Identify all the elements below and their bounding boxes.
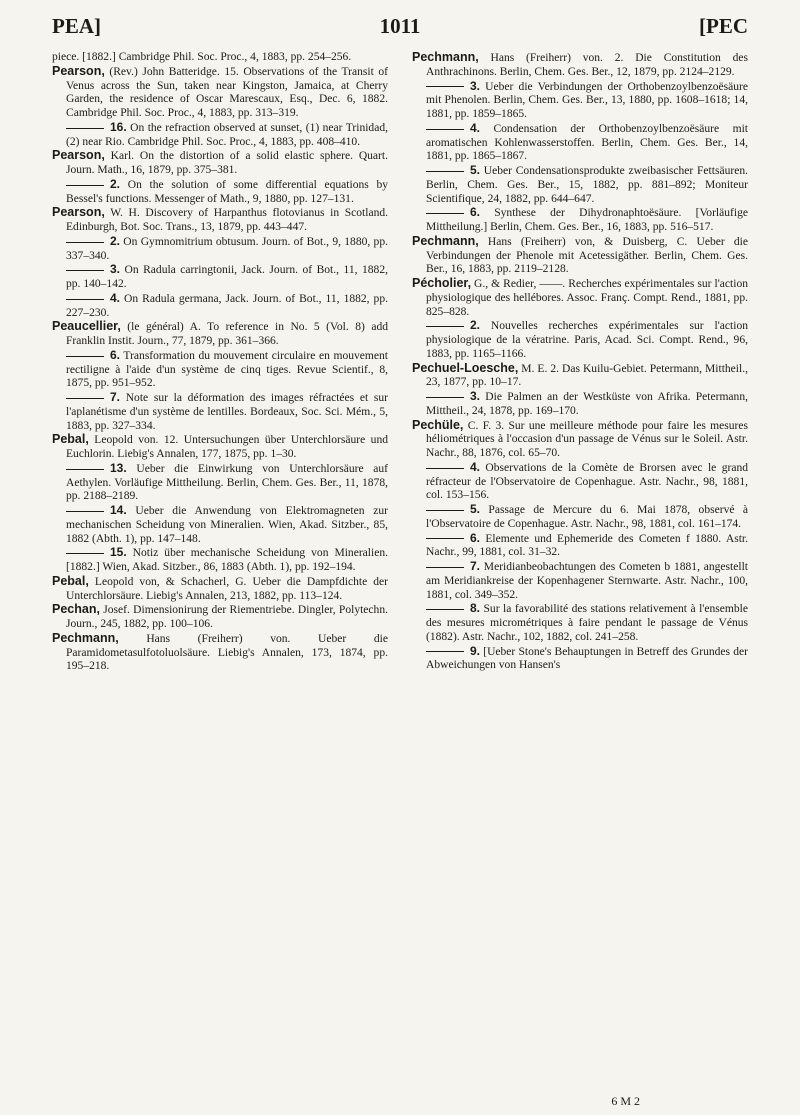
entry-text: Transformation du mouvement circulaire en mouvement rectiligne à l'aide d'un système de cinq tiges. Revue Scientif., 8, 1875, pp. 951–952. xyxy=(66,349,388,390)
author-name: Pearson, xyxy=(52,148,105,163)
entry-text: Sur la favorabilité des stations relativement à l'ensemble des mesures micrométriques à faire pendant le passage de Vénus (1882). Astr. Nachr., 102, 1882, col. 241–258. xyxy=(426,603,748,643)
sub-entry xyxy=(412,645,748,674)
author-entry xyxy=(52,65,388,121)
sub-entry xyxy=(412,80,748,122)
ditto-dash xyxy=(426,468,464,469)
entry-text: Karl. On the distortion of a solid elastic sphere. Quart. Journ. Math., 16, 1879, pp. 375–381. xyxy=(66,150,388,176)
ditto-dash xyxy=(426,213,464,214)
entry-number: 4. xyxy=(110,290,121,305)
sub-entry xyxy=(52,504,388,546)
entry-number: 6. xyxy=(470,205,481,220)
ditto-dash xyxy=(66,511,104,512)
sub-entry xyxy=(412,390,748,419)
entry-number: 5. xyxy=(470,163,481,177)
ditto-dash xyxy=(66,185,104,186)
entry-text: Elemente und Ephemeride des Cometen f 1880. Astr. Nachr., 99, 1881, col. 31–32. xyxy=(426,532,748,559)
entry-text: On the refraction observed at sunset, (1) near Trinidad, (2) near Rio. Cambridge Phil. Soc. Proc., 4, 1883, pp. 408–410. xyxy=(66,121,388,148)
author-entry xyxy=(52,206,388,235)
sub-entry xyxy=(52,263,388,292)
sub-entry xyxy=(412,602,748,644)
sub-entry xyxy=(412,503,748,532)
entry-number: 3. xyxy=(470,389,481,403)
author-entry xyxy=(52,575,388,604)
author-name: Peaucellier, xyxy=(52,319,121,334)
author-entry xyxy=(52,433,388,462)
sub-entry xyxy=(52,546,388,575)
author-name: Pearson, xyxy=(52,205,105,220)
author-entry xyxy=(52,603,388,632)
ditto-dash xyxy=(426,129,464,130)
entry-text: (le général) A. To reference in No. 5 (Vol. 8) add Franklin Instit. Journ., 77, 1879, pp. 361–366. xyxy=(66,321,388,347)
author-name: Pechmann, xyxy=(52,630,119,645)
ditto-dash xyxy=(426,567,464,568)
entry-text: On Radula germana, Jack. Journ. of Bot., 11, 1882, pp. 227–230. xyxy=(66,292,388,319)
entry-text: Hans (Freiherr) von. 2. Die Constitution des Anthrachinons. Berlin, Chem. Ges. Ber., 12, 1879, pp. 2124–2129. xyxy=(426,52,748,78)
entry-text: Ueber die Einwirkung von Unterchlorsäure auf Aethylen. Vorläufige Mittheilung. Berlin, Chem. Ges. Ber., 11, 1878, pp. 2188–2189. xyxy=(66,462,388,503)
ditto-dash xyxy=(66,398,104,399)
entry-text: Ueber die Anwendung von Elektromagneten zur mechanischen Scheidung von Mineralien. Wien, Akad. Sitzber., 85, 1882 (Abth. 1), pp. 147–148. xyxy=(66,505,388,545)
entry-text: Hans (Freiherr) von. Ueber die Paramidometasulfotoluolsäure. Liebig's Annalen, 173, 1874, pp. 195–218. xyxy=(66,632,388,673)
entry-number: 13. xyxy=(110,460,127,475)
entry-text: Passage de Mercure du 6. Mai 1878, observé à l'Observatoire de Copenhague. Astr. Nachr., 98, 1881, col. 161–174. xyxy=(426,504,748,530)
entry-number: 7. xyxy=(470,559,481,573)
entry-text: Observations de la Comète de Brorsen avec le grand réfracteur de l'Observatoire de Copenhague. Astr. Nachr., 98, 1881, col. 153–156. xyxy=(426,461,748,502)
entry-number: 9. xyxy=(470,643,481,658)
entry-number: 4. xyxy=(470,120,481,135)
running-header xyxy=(52,14,748,39)
ditto-dash xyxy=(426,171,464,172)
entry-number: 3. xyxy=(110,262,121,277)
ditto-dash xyxy=(66,128,104,129)
author-name: Pechuel-Loesche, xyxy=(412,360,519,375)
sub-entry xyxy=(412,319,748,361)
author-name: Pécholier, xyxy=(412,276,472,290)
entry-number: 16. xyxy=(110,119,127,134)
ditto-dash xyxy=(66,299,104,300)
entry-number: 2. xyxy=(470,318,481,333)
author-entry xyxy=(412,419,748,461)
ditto-dash xyxy=(66,553,104,554)
entry-text: On Gymnomitrium obtusum. Journ. of Bot., 9, 1880, pp. 337–340. xyxy=(66,235,388,262)
entry-text: Condensation der Orthobenzoylbenzoësäure mit aromatischen Kohlenwasserstoffen. Berlin, Chem. Ges. Ber., 14, 1881, pp. 1865–1867. xyxy=(426,122,748,163)
left-column xyxy=(52,51,388,674)
sub-entry xyxy=(412,122,748,164)
entry-number: 6. xyxy=(470,530,481,545)
entry-text: Note sur la déformation des images réfractées et sur l'aplanétisme d'un système de lentilles. Bordeaux, Soc. Sci. Mém., 5, 1883, pp. 327–334. xyxy=(66,392,388,432)
author-entry xyxy=(412,362,748,391)
page-number: 1011 xyxy=(379,14,421,38)
entry-number: 15. xyxy=(110,545,127,560)
author-entry xyxy=(52,320,388,349)
author-name: Pechmann, xyxy=(412,50,479,64)
entry-text: Leopold von. 12. Untersuchungen über Unterchlorsäure und Euchlorin. Liebig's Annalen, 177, 1875, pp. 1–30. xyxy=(66,434,388,460)
author-name: Pechmann, xyxy=(412,233,479,248)
entry-text: Meridianbeobachtungen des Cometen b 1881, angestellt am Meridiankreise der Kopenhagener Sternwarte. Astr. Nachr., 100, 1881, col. 349–352. xyxy=(426,561,748,601)
sub-entry xyxy=(52,349,388,391)
entry-number: 6. xyxy=(110,347,121,362)
entry-text: G., & Redier, ——. Recherches expérimentales sur l'action physiologique des hellébores. Assoc. Franç. Compt. Rend., 1881, pp. 825–828. xyxy=(426,278,748,318)
author-entry xyxy=(412,235,748,277)
entry-number: 14. xyxy=(110,503,127,517)
entry-text: [Ueber Stone's Behauptungen in Betreff des Grundes der Abweichungen von Hansen's xyxy=(426,645,748,672)
author-name: Pechan, xyxy=(52,602,100,617)
author-entry xyxy=(412,51,748,80)
sub-entry xyxy=(52,235,388,264)
ditto-dash xyxy=(66,242,104,243)
entry-text: Notiz über mechanische Scheidung von Mineralien. [1882.] Wien, Akad. Sitzber., 86, 1883 (Abth. 1), pp. 192–194. xyxy=(66,547,388,573)
ditto-dash xyxy=(426,651,464,652)
entry-number: 8. xyxy=(470,601,481,616)
entry-text: Josef. Dimensionirung der Riementriebe. Dingler, Polytechn. Journ., 245, 1882, pp. 100–106. xyxy=(66,604,388,630)
author-entry xyxy=(52,632,388,674)
entry-number: 2. xyxy=(110,176,121,191)
author-entry xyxy=(52,149,388,178)
continued-entry: piece. [1882.] Cambridge Phil. Soc. Proc., 4, 1883, pp. 254–256. xyxy=(52,51,352,63)
sub-entry xyxy=(52,462,388,504)
ditto-dash xyxy=(66,469,104,470)
entry-text: M. E. 2. Das Kuilu-Gebiet. Petermann, Mittheil., 23, 1877, pp. 10–17. xyxy=(426,362,748,389)
two-column-body xyxy=(52,51,748,674)
entry-text: Ueber Condensationsprodukte zweibasischer Fettsäuren. Berlin, Chem. Ges. Ber., 15, 1882, pp. 881–892; Moniteur Scientifique, 24, 1882, pp. 644–647. xyxy=(426,165,748,205)
ditto-dash xyxy=(66,356,104,357)
sub-entry xyxy=(412,560,748,602)
sub-entry xyxy=(52,391,388,433)
entry-text: Ueber die Verbindungen der Orthobenzoylbenzoësäure mit Phenolen. Berlin, Chem. Ges. Ber., 13, 1880, pp. 1608–1618; 14, 1881, pp. 1859–1865. xyxy=(426,80,748,120)
ditto-dash xyxy=(426,510,464,511)
entry-text: W. H. Discovery of Harpanthus flotovianus in Scotland. Edinburgh, Bot. Soc. Trans., 13, 1879, pp. 443–447. xyxy=(66,207,388,233)
author-name: Pearson, xyxy=(52,63,105,78)
entry-text: C. F. 3. Sur une meilleure méthode pour faire les mesures héliométriques à l'occasion d'un passage de Vénus sur le Soleil. Astr. Nachr., 88, 1876, col. 65–70. xyxy=(426,419,748,459)
header-right: [PEC xyxy=(699,14,748,38)
entry-number: 5. xyxy=(470,502,481,516)
entry-number: 3. xyxy=(470,78,481,93)
sub-entry xyxy=(52,178,388,207)
sub-entry xyxy=(412,532,748,561)
entry-text: On the solution of some differential equations by Bessel's functions. Messenger of Math., 9, 1880, pp. 127–131. xyxy=(66,178,388,205)
author-name: Pechüle, xyxy=(412,417,464,432)
sub-entry xyxy=(52,121,388,150)
entry-text: Leopold von, & Schacherl, G. Ueber die Dampfdichte der Unterchlorsäure. Liebig's Annalen, 213, 1882, pp. 113–124. xyxy=(66,575,388,602)
author-name: Pebal, xyxy=(52,432,89,447)
signature-mark: 6 M 2 xyxy=(611,1094,640,1108)
sub-entry xyxy=(412,461,748,503)
header-left: PEA] xyxy=(52,14,101,38)
entry-text: Hans (Freiherr) von, & Duisberg, C. Ueber die Verbindungen der Phenole mit Acetessigäther. Berlin, Chem. Ges. Ber., 16, 1883, pp. 2119–2128. xyxy=(426,235,748,276)
sub-entry xyxy=(412,164,748,206)
ditto-dash xyxy=(426,86,464,87)
entry-text: (Rev.) John Batteridge. 15. Observations of the Transit of Venus across the Sun, taken near Kingston, Jamaica, at Cherry Garden, the residence of Oscar Marescaux, Esq., Dec. 6, 1882. Cambridge Phil. Soc. Proc., 4, 1883, pp. 313–319. xyxy=(66,65,388,119)
right-column xyxy=(412,51,748,674)
sub-entry xyxy=(412,206,748,235)
ditto-dash xyxy=(426,397,464,398)
ditto-dash xyxy=(426,538,464,539)
author-name: Pebal, xyxy=(52,573,89,588)
ditto-dash xyxy=(426,609,464,610)
entry-number: 7. xyxy=(110,390,121,404)
ditto-dash xyxy=(426,326,464,327)
entry-number: 2. xyxy=(110,233,121,248)
sub-entry xyxy=(52,292,388,321)
author-entry xyxy=(412,277,748,319)
entry-text: Nouvelles recherches expérimentales sur l'action physiologique de la vératrine. Paris, Acad. Sci. Compt. Rend., 96, 1883, pp. 1165–1166. xyxy=(426,320,748,360)
entry-text: On Radula carringtonii, Jack. Journ. of Bot., 11, 1882, pp. 140–142. xyxy=(66,264,388,290)
entry-text: Die Palmen an der Westküste von Afrika. Petermann, Mittheil., 24, 1878, pp. 169–170. xyxy=(426,391,748,417)
entry-number: 4. xyxy=(470,459,481,474)
ditto-dash xyxy=(66,270,104,271)
entry-text: Synthese der Dihydronaphtoësäure. [Vorläufige Mittheilung.] Berlin, Chem. Ges. Ber., 16, 1883, pp. 516–517. xyxy=(426,207,748,233)
